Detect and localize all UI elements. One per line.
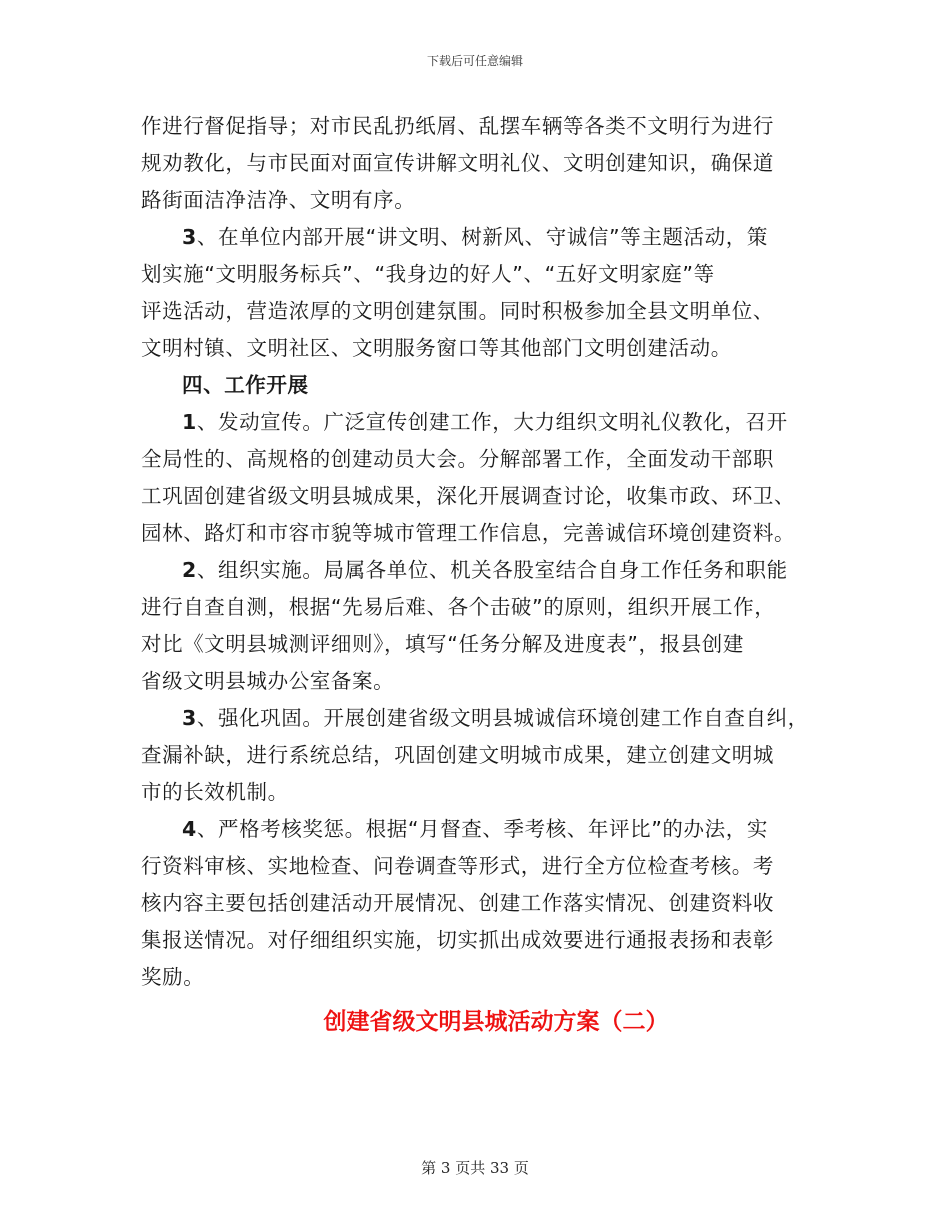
line-text: 、组织实施。局属各单位、机关各股室结合自身工作任务和职能 bbox=[196, 558, 788, 582]
line-text: 进行自查自测，根据“先易后难、各个击破”的原则，组织开展工作， bbox=[141, 595, 776, 619]
text-line bbox=[141, 663, 821, 700]
text-line bbox=[141, 811, 821, 848]
text-line bbox=[141, 848, 821, 885]
text-line bbox=[141, 145, 821, 182]
line-text: 省级文明县城办公室备案。 bbox=[141, 669, 395, 693]
text-line bbox=[141, 219, 821, 256]
item-number: 4 bbox=[182, 817, 197, 841]
section-heading bbox=[141, 367, 821, 404]
text-line bbox=[141, 774, 821, 811]
text-line bbox=[141, 182, 821, 219]
text-line bbox=[141, 959, 821, 996]
line-text: 四、工作开展 bbox=[182, 373, 309, 397]
text-line bbox=[141, 700, 821, 737]
line-text: 、在单位内部开展“讲文明、树新风、守诚信”等主题活动，策 bbox=[196, 225, 768, 249]
text-line bbox=[141, 108, 821, 145]
text-line bbox=[141, 293, 821, 330]
line-text: 奖励。 bbox=[141, 965, 205, 989]
line-text: 划实施“文明服务标兵”、“我身边的好人”、“五好文明家庭”等 bbox=[141, 262, 715, 286]
item-number: 3 bbox=[182, 706, 197, 730]
line-text: 评选活动，营造浓厚的文明创建氛围。同时积极参加全县文明单位、 bbox=[141, 299, 774, 323]
line-text: 、严格考核奖惩。根据“月督查、季考核、年评比”的办法，实 bbox=[196, 817, 768, 841]
item-number: 1 bbox=[182, 410, 197, 434]
section-title: 创建省级文明县城活动方案（二） bbox=[323, 1009, 669, 1035]
text-line bbox=[141, 478, 821, 515]
page-header: 下载后可任意编辑 bbox=[426, 54, 523, 68]
item-number: 2 bbox=[182, 558, 197, 582]
line-text: 文明村镇、文明社区、文明服务窗口等其他部门文明创建活动。 bbox=[141, 336, 732, 360]
paragraph-lines bbox=[141, 108, 821, 996]
line-text: 、强化巩固。开展创建省级文明县城诚信环境创建工作自查自纠， bbox=[196, 706, 809, 730]
text-line bbox=[141, 515, 821, 552]
text-line bbox=[141, 330, 821, 367]
text-line bbox=[141, 626, 821, 663]
text-line bbox=[141, 737, 821, 774]
line-text: 查漏补缺，进行系统总结，巩固创建文明城市成果，建立创建文明城 bbox=[141, 743, 774, 767]
line-text: 园林、路灯和市容市貌等城市管理工作信息，完善诚信环境创建资料。 bbox=[141, 521, 796, 545]
line-text: 行资料审核、实地检查、问卷调查等形式，进行全方位检查考核。考 bbox=[141, 854, 774, 878]
line-text: 工巩固创建省级文明县城成果，深化开展调查讨论，收集市政、环卫、 bbox=[141, 484, 796, 508]
text-line bbox=[141, 589, 821, 626]
line-text: 对比《文明县城测评细则》，填写“任务分解及进度表”，报县创建 bbox=[141, 632, 744, 656]
text-line bbox=[141, 885, 821, 922]
line-text: 全局性的、高规格的创建动员大会。分解部署工作，全面发动干部职 bbox=[141, 447, 774, 471]
text-line bbox=[141, 922, 821, 959]
item-number: 3 bbox=[182, 225, 197, 249]
line-text: 规劝教化，与市民面对面宣传讲解文明礼仪、文明创建知识，确保道 bbox=[141, 151, 774, 175]
line-text: 市的长效机制。 bbox=[141, 780, 289, 804]
line-text: 集报送情况。对仔细组织实施，切实抓出成效要进行通报表扬和表彰 bbox=[141, 928, 774, 952]
line-text: 、发动宣传。广泛宣传创建工作，大力组织文明礼仪教化，召开 bbox=[196, 410, 788, 434]
text-line bbox=[141, 404, 821, 441]
text-line bbox=[141, 552, 821, 589]
text-line bbox=[141, 441, 821, 478]
page-footer: 第 3 页共 33 页 bbox=[421, 1159, 529, 1177]
document-body bbox=[141, 108, 821, 1044]
line-text: 路街面洁净洁净、文明有序。 bbox=[141, 188, 416, 212]
text-line bbox=[141, 256, 821, 293]
line-text: 作进行督促指导；对市民乱扔纸屑、乱摆车辆等各类不文明行为进行 bbox=[141, 114, 774, 138]
line-text: 核内容主要包括创建活动开展情况、创建工作落实情况、创建资料收 bbox=[141, 891, 774, 915]
